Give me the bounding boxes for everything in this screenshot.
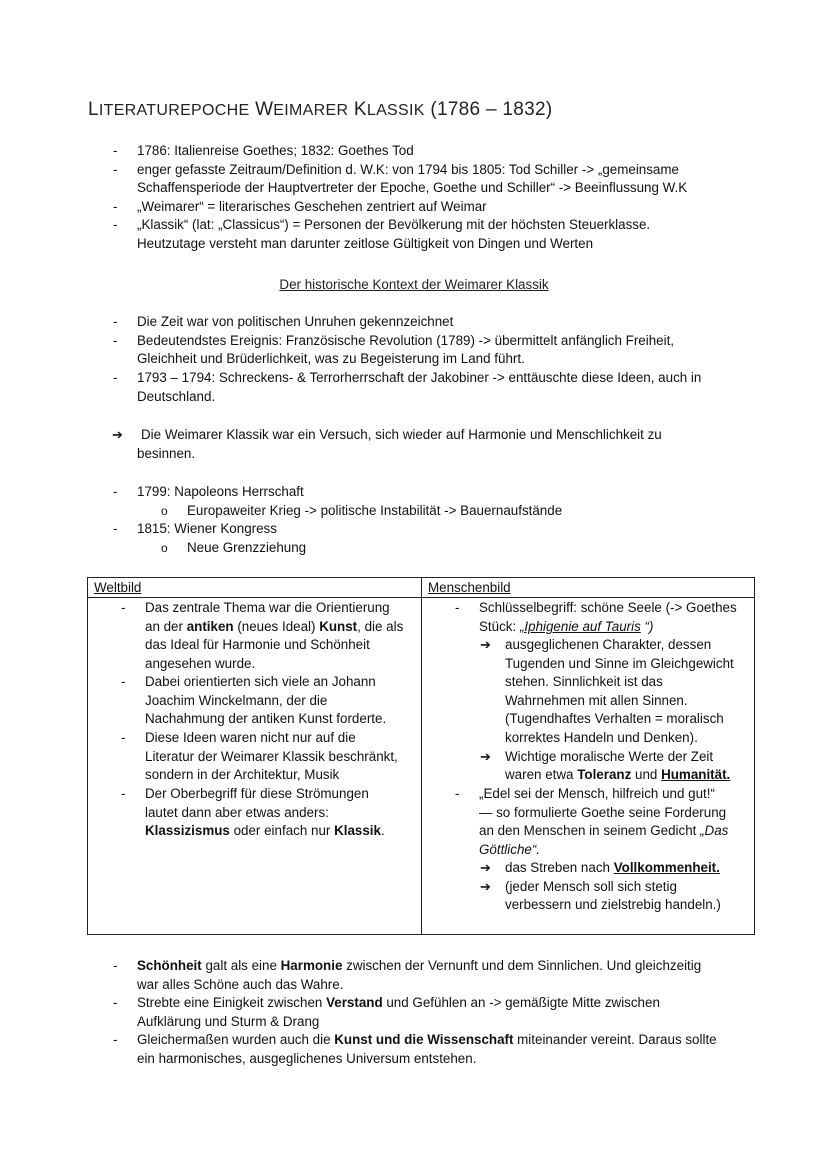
- text-line: Göttliche“.: [479, 842, 541, 857]
- list-item-cont: ein harmonisches, ausgeglichenes Universum entstehen.: [137, 1051, 477, 1066]
- text-line: ➔ ausgeglichenen Charakter, dessen: [505, 636, 711, 655]
- bullet-icon: -: [113, 1032, 118, 1047]
- bullet-icon: o: [161, 504, 168, 518]
- bullet-icon: -: [113, 370, 118, 385]
- list-item-cont: Deutschland.: [137, 389, 216, 404]
- bullet-icon: -: [113, 958, 118, 973]
- arrow-icon: ➔: [112, 427, 123, 442]
- bullet-icon: -: [121, 674, 126, 689]
- text-line: Weltbild: [94, 580, 142, 595]
- sub-list-item: o Neue Grenzziehung: [187, 539, 306, 558]
- bullet-icon: -: [113, 314, 118, 329]
- list-item: - 1815: Wiener Kongress: [137, 520, 277, 539]
- text-line: an der antiken (neues Ideal) Kunst, die als: [145, 619, 404, 634]
- weltbild-cell: [88, 598, 422, 935]
- sub-list-item: o Europaweiter Krieg -> politische Instabilität -> Bauernaufstände: [187, 502, 562, 521]
- text-line: - „Edel sei der Mensch, hilfreich und gut!“: [479, 785, 715, 804]
- text-line: Menschenbild: [428, 580, 511, 595]
- text-line: an den Menschen in seinem Gedicht „Das: [479, 823, 729, 838]
- text-line: angesehen wurde.: [145, 656, 256, 671]
- text-line: stehen. Sinnlichkeit ist das: [505, 674, 663, 689]
- text-line: ➔ Wichtige moralische Werte der Zeit: [505, 748, 713, 767]
- list-item: - „Weimarer“ = literarisches Geschehen zentriert auf Weimar: [137, 198, 487, 217]
- list-item-cont: Schaffensperiode der Hauptvertreter der Epoche, Goethe und Schiller“ -> Beeinflussung W.K: [137, 180, 688, 195]
- list-item: - Die Zeit war von politischen Unruhen gekennzeichnet: [137, 313, 453, 332]
- section-heading: Der historische Kontext der Weimarer Klassik: [279, 277, 549, 292]
- bullet-icon: -: [455, 600, 460, 615]
- bullet-icon: -: [121, 600, 126, 615]
- conclusion-cont: besinnen.: [137, 446, 196, 461]
- bullet-icon: -: [113, 162, 118, 177]
- text-line: - Diese Ideen waren nicht nur auf die: [145, 729, 356, 748]
- comparison-table: [87, 577, 755, 935]
- list-item: - „Klassik“ (lat: „Classicus“) = Personen der Bevölkerung mit der höchsten Steuerklasse.: [137, 216, 650, 235]
- text-line: korrektes Handeln und Denken).: [505, 730, 698, 745]
- text-line: - Dabei orientierten sich viele an Johann: [145, 673, 376, 692]
- list-item: - Schönheit galt als eine Harmonie zwischen der Vernunft und dem Sinnlichen. Und gleichzeitig: [137, 957, 701, 976]
- arrow-icon: ➔: [480, 637, 491, 652]
- text-line: Joachim Winckelmann, der die: [145, 693, 328, 708]
- list-item: - 1786: Italienreise Goethes; 1832: Goethes Tod: [137, 142, 414, 161]
- text-line: Literatur der Weimarer Klassik beschränkt,: [145, 749, 398, 764]
- table-header-menschenbild: [422, 578, 755, 598]
- bullet-icon: o: [161, 541, 168, 555]
- bullet-icon: -: [113, 143, 118, 158]
- text-line: lautet dann aber etwas anders:: [145, 805, 329, 820]
- list-item: - 1793 – 1794: Schreckens- & Terrorherrschaft der Jakobiner -> enttäuschte diese Ideen, auch in: [137, 369, 701, 388]
- text-line: Nachahmung der antiken Kunst forderte.: [145, 711, 387, 726]
- arrow-icon: ➔: [480, 749, 491, 764]
- bullet-icon: -: [113, 199, 118, 214]
- list-item: - enger gefasste Zeitraum/Definition d. W.K: von 1794 bis 1805: Tod Schiller -> „gemeinsame: [137, 161, 679, 180]
- list-item: - Bedeutendstes Ereignis: Französische Revolution (1789) -> übermittelt anfänglich Freiheit,: [137, 332, 674, 351]
- text-line: das Ideal für Harmonie und Schönheit: [145, 637, 370, 652]
- list-item: - Strebte eine Einigkeit zwischen Verstand und Gefühlen an -> gemäßigte Mitte zwischen: [137, 994, 660, 1013]
- bullet-icon: -: [121, 730, 126, 745]
- text-line: - Schlüsselbegriff: schöne Seele (-> Goethes: [479, 599, 737, 618]
- menschenbild-cell: [422, 598, 755, 935]
- text-line: - Das zentrale Thema war die Orientierung: [145, 599, 390, 618]
- arrow-icon: ➔: [480, 860, 491, 875]
- arrow-icon: ➔: [480, 879, 491, 894]
- text-line: ➔ (jeder Mensch soll sich stetig: [505, 878, 677, 897]
- bullet-icon: -: [113, 995, 118, 1010]
- list-item-cont: Aufklärung und Sturm & Drang: [137, 1014, 320, 1029]
- text-line: Klassizismus oder einfach nur Klassik.: [145, 823, 385, 838]
- page-title: LITERATUREPOCHE WEIMARER KLASSIK (1786 – 1832): [88, 99, 553, 120]
- list-item-cont: war alles Schöne auch das Wahre.: [137, 977, 344, 992]
- list-item: - 1799: Napoleons Herrschaft: [137, 483, 304, 502]
- text-line: Wahrnehmen mit allen Sinnen.: [505, 693, 688, 708]
- bullet-icon: -: [113, 333, 118, 348]
- conclusion: ➔ Die Weimarer Klassik war ein Versuch, sich wieder auf Harmonie und Menschlichkeit zu: [141, 426, 662, 445]
- list-item-cont: Gleichheit und Brüderlichkeit, was zu Begeisterung im Land führt.: [137, 351, 525, 366]
- text-line: sondern in der Architektur, Musik: [145, 767, 340, 782]
- bullet-icon: -: [121, 786, 126, 801]
- list-item-cont: Heutzutage versteht man darunter zeitlose Gültigkeit von Dingen und Werten: [137, 236, 594, 251]
- text-line: (Tugendhaftes Verhalten = moralisch: [505, 711, 724, 726]
- bullet-icon: -: [113, 521, 118, 536]
- text-line: verbessern und zielstrebig handeln.): [505, 897, 721, 912]
- text-line: ➔ das Streben nach Vollkommenheit.: [505, 859, 720, 878]
- text-line: Stück: „Iphigenie auf Tauris “): [479, 619, 654, 634]
- bullet-icon: -: [113, 484, 118, 499]
- text-line: - Der Oberbegriff für diese Strömungen: [145, 785, 369, 804]
- list-item: - Gleichermaßen wurden auch die Kunst und die Wissenschaft miteinander vereint. Daraus sollte: [137, 1031, 717, 1050]
- bullet-icon: -: [455, 786, 460, 801]
- table-header-weltbild: [88, 578, 422, 598]
- text-line: Tugenden und Sinne im Gleichgewicht: [505, 656, 734, 671]
- bullet-icon: -: [113, 217, 118, 232]
- text-line: waren etwa Toleranz und Humanität.: [505, 767, 731, 782]
- text-line: — so formulierte Goethe seine Forderung: [479, 805, 727, 820]
